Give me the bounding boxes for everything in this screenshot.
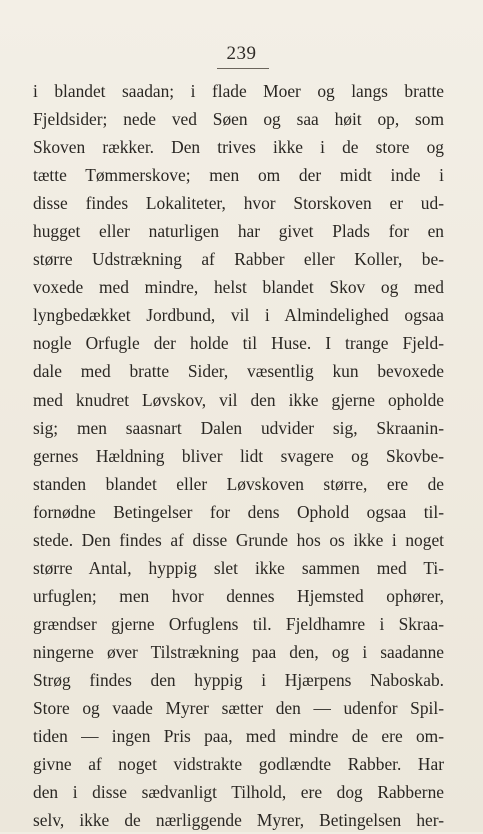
text-line-21: ningerne øver Tilstrækning paa den, og i saadanne	[33, 641, 444, 662]
text-line-18: større Antal, hyppig slet ikke sammen med Ti-	[33, 557, 444, 578]
text-line-20: grændser gjerne Orfuglens til. Fjeldhamre i Skraa-	[33, 613, 444, 634]
text-line-23: Store og vaade Myrer sætter den — udenfor Spil-	[33, 698, 444, 719]
text-line-27: selv, ikke de nærliggende Myrer, Betingelsen her-	[33, 810, 444, 831]
body-text	[33, 77, 444, 834]
text-line-22: Strøg findes den hyppig i Hjærpens Naboskab.	[33, 669, 444, 690]
text-line-19: urfuglen; men hvor dennes Hjemsted ophører,	[33, 585, 444, 606]
text-line-10: nogle Orfugle der holde til Huse. I trange Fjeld-	[33, 333, 444, 354]
text-line-25: givne af noget vidstrakte godlændte Rabber. Har	[33, 754, 444, 775]
text-line-5: disse findes Lokaliteter, hvor Storskoven er ud-	[33, 193, 444, 214]
text-line-17: stede. Den findes af disse Grunde hos os ikke i noget	[33, 529, 444, 550]
text-line-16: fornødne Betingelser for dens Ophold ogsaa til-	[33, 501, 444, 522]
text-line-1: i blandet saadan; i flade Moer og langs bratte	[33, 81, 444, 101]
text-line-9: lyngbedækket Jordbund, vil i Almindelighed ogsaa	[33, 305, 444, 326]
text-line-12: med knudret Løvskov, vil den ikke gjerne opholde	[33, 389, 444, 410]
text-line-3: Skoven rækker. Den trives ikke i de store og	[33, 137, 444, 158]
page-number-rule	[217, 68, 269, 69]
text-line-4: tætte Tømmerskove; men om der midt inde i	[33, 165, 444, 186]
text-line-8: voxede med mindre, helst blandet Skov og med	[33, 277, 444, 298]
text-line-15: standen blandet eller Løvskoven større, ere de	[33, 473, 444, 494]
text-line-6: hugget eller naturligen har givet Plads for en	[33, 221, 444, 242]
text-line-14: gernes Hældning bliver lidt svagere og Skovbe-	[33, 445, 444, 466]
page-number: 239	[226, 43, 257, 64]
text-line-26: den i disse sædvanligt Tilhold, ere dog Rabberne	[33, 782, 444, 803]
text-line-7: større Udstrækning af Rabber eller Koller, be-	[33, 249, 444, 270]
text-line-13: sig; men saasnart Dalen udvider sig, Skraanin-	[33, 417, 444, 438]
text-line-2: Fjeldsider; nede ved Søen og saa høit op, som	[33, 109, 444, 130]
text-line-11: dale med bratte Sider, væsentlig kun bevoxede	[33, 361, 444, 382]
text-line-24: tiden — ingen Pris paa, med mindre de ere om-	[33, 726, 444, 747]
